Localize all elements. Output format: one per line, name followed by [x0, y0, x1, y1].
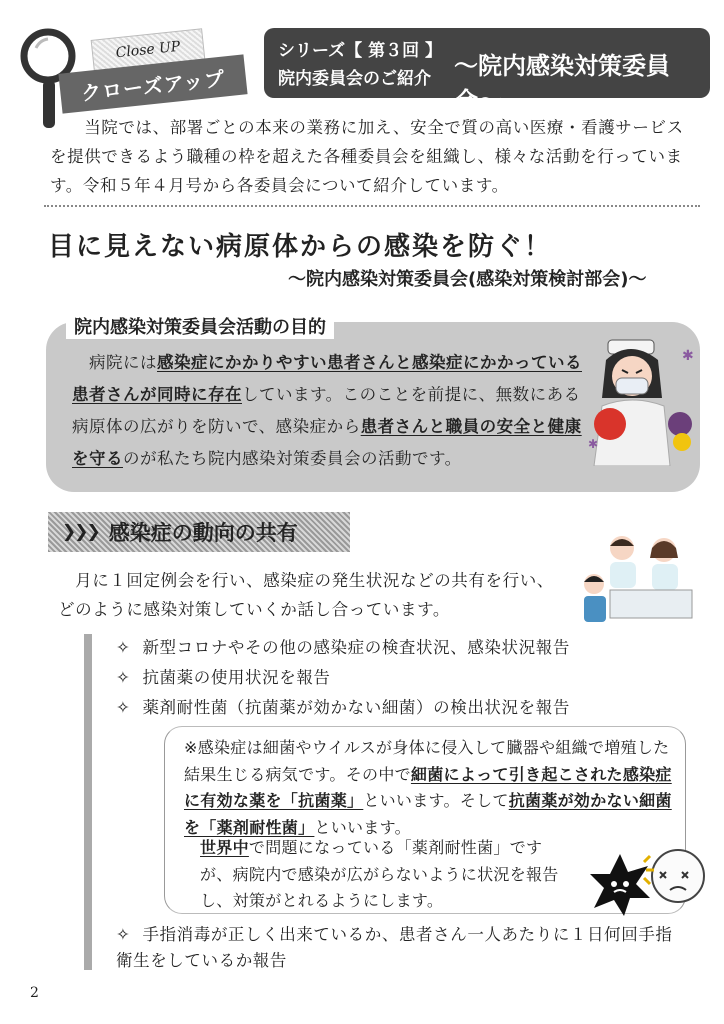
purpose-text-3: のが私たち院内感染対策委員会の活動です。: [123, 449, 462, 468]
closeup-stamp: Close UP: [91, 28, 206, 72]
purpose-paragraph: [72, 347, 592, 475]
dotted-divider: [44, 205, 700, 207]
sharing-paragraph: 月に１回定例会を行い、感染症の発生状況などの共有を行い、どのように感染対策していくか話し合っています。: [58, 571, 554, 619]
section-title: 感染症の動向の共有: [108, 521, 298, 545]
list-item-text: 薬剤耐性菌（抗菌薬が効かない細菌）の検出状況を報告: [142, 698, 570, 717]
series-number: シリーズ【 第３回 】: [278, 41, 442, 61]
intro-paragraph: 当院では、部署ごとの本来の業務に加え、安全で質の高い医療・看護サービスを提供できるよう職種の枠を超えた各種委員会を組織し、様々な活動を行っています。令和５年４月号から各委員会について紹介しています。: [50, 118, 684, 195]
list-item: [116, 634, 570, 658]
list-item: [116, 922, 676, 974]
svg-text:✱: ✱: [588, 437, 599, 451]
series-title: 〜院内感染対策委員会〜: [454, 52, 670, 115]
purpose-text-2: しています。このことを前提に、無数にある病原体の広がりを防いで、感染症から: [72, 385, 581, 436]
sparkle-bullet-icon: ✧: [116, 668, 131, 687]
note-emphasis-1: 細菌によって引き起こされた感染症に有効な薬を「抗菌薬」: [184, 764, 672, 810]
note-emphasis-2: 抗菌薬が効かない細菌を「薬剤耐性菌」: [184, 791, 672, 837]
list-item-text: 手指消毒が正しく出来ているか、患者さん一人あたりに１日何回手指衛生をしているか報告: [116, 925, 673, 970]
list-item-text: 新型コロナやその他の感染症の検査状況、感染状況報告: [142, 638, 570, 657]
svg-text:✱: ✱: [682, 348, 694, 364]
series-header-box: [264, 28, 710, 115]
article-subtitle: 〜院内感染対策委員会(感染対策検討部会)〜: [288, 269, 647, 290]
note-paragraph-2: [200, 835, 560, 915]
closeup-banner: クローズアップ: [58, 54, 247, 113]
section-header: [48, 512, 350, 552]
list-side-bar: [84, 634, 92, 970]
page-number: 2: [30, 985, 39, 1001]
germ-vs-pill-illustration: [584, 840, 708, 918]
series-subtitle: 院内委員会のご紹介: [278, 69, 431, 89]
note-text-4: で問題になっている「薬剤耐性菌」ですが、病院内で感染が広がらないように状況を報告し、対策がとれるようにします。: [200, 838, 559, 910]
purpose-emphasis-1: 感染症にかかりやすい患者さんと感染症にかかっている患者さんが同時に存在: [72, 353, 582, 404]
purpose-heading: 院内感染対策委員会活動の目的: [66, 313, 334, 339]
note-text-2: といいます。そして: [363, 791, 509, 810]
note-emphasis-3: 世界中: [200, 838, 249, 857]
sparkle-bullet-icon: ✧: [116, 925, 131, 944]
purpose-emphasis-2: 患者さんと職員の安全と健康を守る: [72, 417, 582, 468]
chevrons-icon: ❯❯❯: [62, 522, 99, 542]
note-text-3: といいます。: [314, 817, 411, 837]
sparkle-bullet-icon: ✧: [116, 638, 131, 657]
purpose-text-1: 病院には: [72, 353, 157, 372]
meeting-illustration: [580, 530, 700, 626]
list-item: [116, 694, 570, 718]
note-paragraph: [184, 735, 678, 841]
list-item-text: 抗菌薬の使用状況を報告: [142, 668, 331, 687]
nurse-boxing-germs-illustration: [586, 336, 696, 466]
note-text-1: ※感染症は細菌やウイルスが身体に侵入して臓器や組織で増殖した結果生じる病気です。その中で: [184, 738, 670, 784]
list-item: [116, 664, 331, 688]
sparkle-bullet-icon: ✧: [116, 698, 131, 717]
article-title: 目に見えない病原体からの感染を防ぐ！: [48, 232, 553, 262]
